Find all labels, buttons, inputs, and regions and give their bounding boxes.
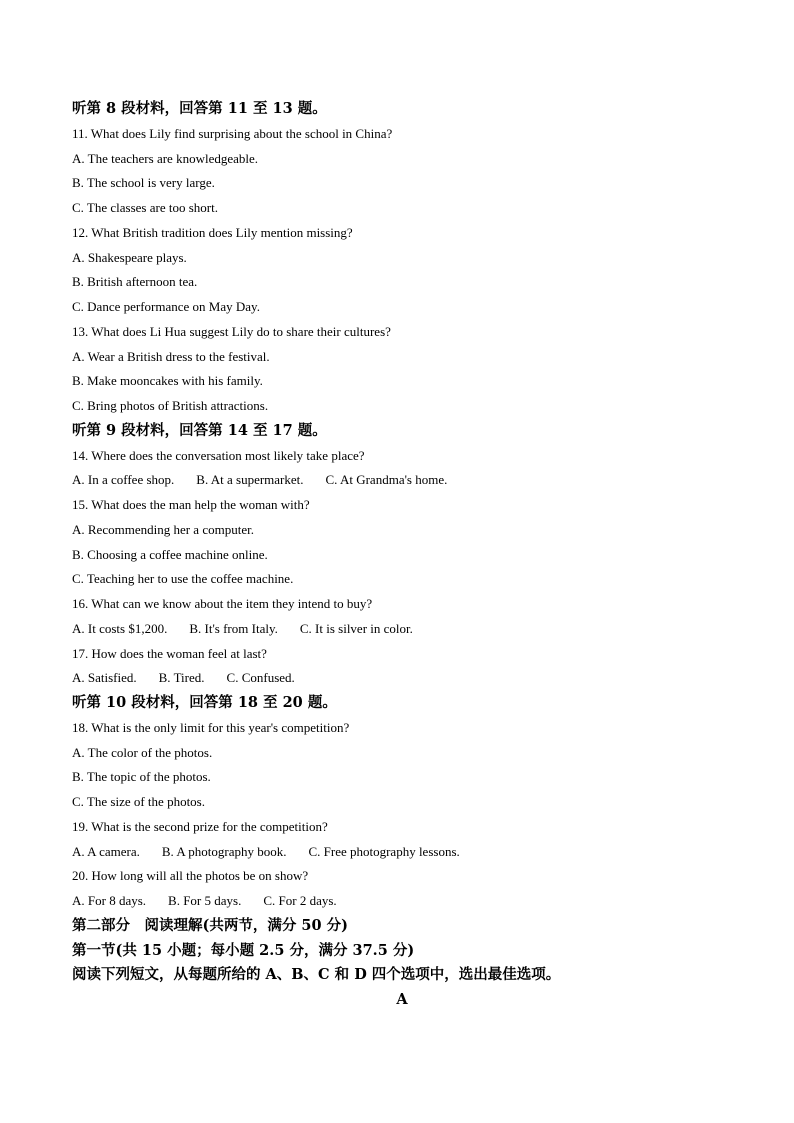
answer-option: A. In a coffee shop. [72,472,175,488]
passage-label: A [396,991,408,1008]
answer-option: C. The size of the photos. [72,794,205,809]
question-text: 17. How does the woman feel at last? [72,645,267,661]
section-heading: 听第 8 段材料，回答第 11 至 13 题。 [72,100,327,117]
answer-options-row [72,840,732,865]
answer-option: A. The color of the photos. [72,744,213,760]
question-text: 15. What does the man help the woman with? [72,497,310,512]
answer-option: C. Dance performance on May Day. [72,299,260,314]
answer-options-row [72,468,732,493]
answer-option: C. The classes are too short. [72,200,218,215]
answer-option: B. For 5 days. [168,893,242,908]
answer-option: A. A camera. [72,843,140,859]
answer-option: B. It's from Italy. [189,620,278,636]
answer-option: A. Satisfied. [72,670,137,686]
answer-option: C. Teaching her to use the coffee machine. [72,571,294,587]
question-text: 14. Where does the conversation most likely take place? [72,447,365,463]
answer-option: C. At Grandma's home. [325,472,448,488]
answer-option: C. For 2 days. [263,893,337,908]
answer-option: C. Confused. [226,670,295,686]
answer-option: B. Tired. [158,670,205,686]
answer-option: A. It costs $1,200. [72,620,168,636]
answer-option: A. Recommending her a computer. [72,521,254,537]
question-text: 13. What does Li Hua suggest Lily do to share their cultures? [72,323,391,339]
answer-option: B. British afternoon tea. [72,274,198,290]
question-text: 18. What is the only limit for this year's competition? [72,719,350,735]
answer-options-row [72,889,732,914]
answer-option: B. The topic of the photos. [72,769,211,785]
document-page [72,97,732,1013]
question-text: 12. What British tradition does Lily mention missing? [72,224,353,240]
question-text: 20. How long will all the photos be on show? [72,868,309,884]
section-heading: 第一节(共 15 小题；每小题 2.5 分，满分 37.5 分) [72,941,415,959]
answer-option: A. For 8 days. [72,893,147,908]
answer-option: B. The school is very large. [72,175,215,191]
section-heading: 阅读下列短文，从每题所给的 A、B、C 和 D 四个选项中，选出最佳选项。 [72,966,561,984]
section-heading: 第二部分 阅读理解(共两节，满分 50 分) [72,916,348,934]
answer-option: A. The teachers are knowledgeable. [72,150,259,166]
answer-option: B. Make mooncakes with his family. [72,373,263,389]
answer-options-row [72,617,732,642]
answer-option: A. Shakespeare plays. [72,249,187,265]
question-text: 16. What can we know about the item they intend to buy? [72,596,373,611]
answer-option: A. Wear a British dress to the festival. [72,348,270,364]
section-heading: 听第 9 段材料，回答第 14 至 17 题。 [72,421,327,439]
section-heading: 听第 10 段材料，回答第 18 至 20 题。 [72,694,337,711]
question-text: 19. What is the second prize for the competition? [72,818,328,834]
question-text: 11. What does Lily find surprising about the school in China? [72,125,393,141]
answer-option: B. At a supermarket. [196,472,304,488]
answer-option: B. Choosing a coffee machine online. [72,546,268,562]
answer-options-row [72,666,732,691]
answer-option: C. Bring photos of British attractions. [72,398,269,413]
answer-option: C. It is silver in color. [299,620,413,636]
answer-option: B. A photography book. [161,843,287,859]
answer-option: C. Free photography lessons. [308,843,460,859]
